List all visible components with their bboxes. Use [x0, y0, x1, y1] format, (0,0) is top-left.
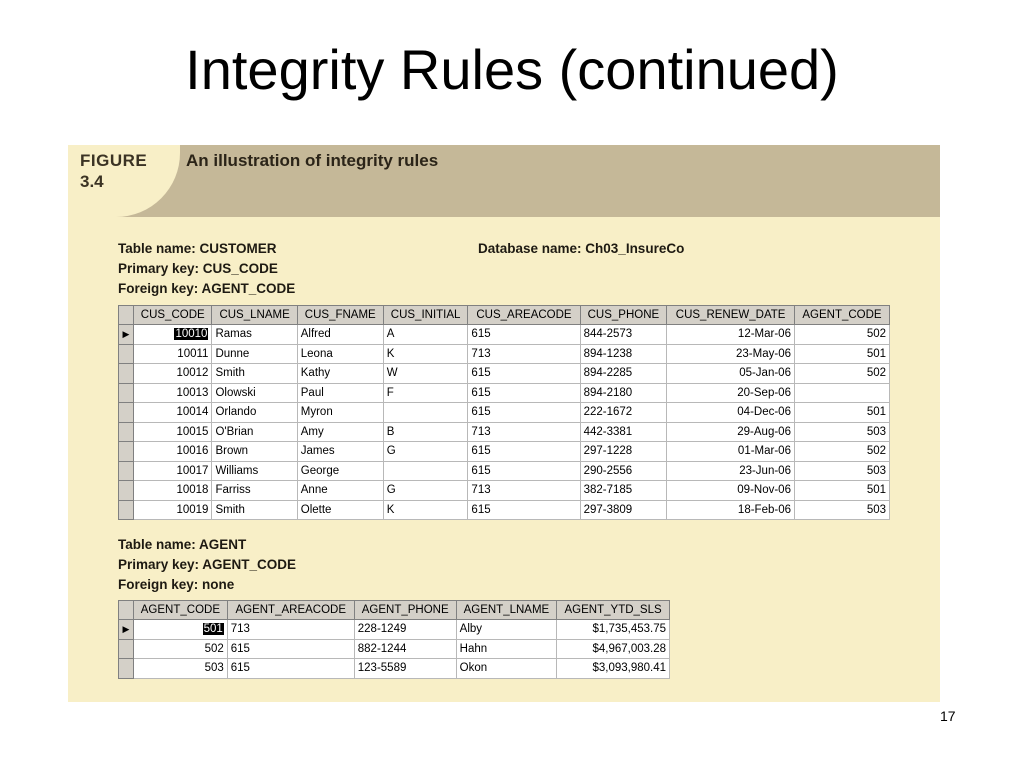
table-cell[interactable]: 503	[134, 659, 228, 679]
table-cell[interactable]: 222-1672	[580, 403, 667, 423]
table-cell[interactable]: 502	[134, 639, 228, 659]
row-selector[interactable]	[119, 500, 134, 520]
table-cell[interactable]: 10014	[134, 403, 212, 423]
table-row[interactable]	[119, 383, 890, 403]
table-cell[interactable]: Myron	[297, 403, 383, 423]
column-header-agent-phone[interactable]: AGENT_PHONE	[354, 601, 456, 620]
agent-table-meta	[118, 535, 296, 595]
table-cell[interactable]: 09-Nov-06	[667, 481, 795, 501]
table-row[interactable]	[119, 659, 670, 679]
page-number: 17	[940, 708, 956, 724]
column-header-cus-code[interactable]: CUS_CODE	[134, 306, 212, 325]
table-cell[interactable]: 501	[794, 403, 889, 423]
table-cell[interactable]: 615	[468, 500, 580, 520]
table-cell[interactable]: G	[383, 481, 468, 501]
table-cell[interactable]: 502	[794, 325, 889, 345]
customer-table-name: Table name: CUSTOMER	[118, 241, 277, 256]
table-cell[interactable]: 442-3381	[580, 422, 667, 442]
customer-table	[118, 305, 890, 520]
agent-table	[118, 600, 670, 679]
row-selector[interactable]	[119, 481, 134, 501]
table-cell[interactable]: Williams	[212, 461, 297, 481]
table-cell[interactable]: Orlando	[212, 403, 297, 423]
table-row[interactable]	[119, 344, 890, 364]
table-cell[interactable]: 18-Feb-06	[667, 500, 795, 520]
selected-cell-text: 501	[203, 623, 223, 636]
table-cell[interactable]: 503	[794, 500, 889, 520]
selected-cell-text: 10010	[175, 328, 208, 341]
table-cell[interactable]: 615	[468, 383, 580, 403]
table-cell[interactable]: 713	[468, 481, 580, 501]
agent-foreign-key: Foreign key: none	[118, 577, 235, 592]
figure-word: FIGURE	[80, 151, 148, 170]
table-cell[interactable]: W	[383, 364, 468, 384]
table-cell[interactable]: 615	[468, 442, 580, 462]
table-cell[interactable]: 10018	[134, 481, 212, 501]
row-selector[interactable]	[119, 325, 134, 345]
table-cell[interactable]: 10016	[134, 442, 212, 462]
table-row[interactable]	[119, 500, 890, 520]
slide-title: Integrity Rules (continued)	[185, 38, 839, 101]
table-cell[interactable]: 615	[468, 461, 580, 481]
table-cell[interactable]: 228-1249	[354, 620, 456, 640]
column-header-cus-renew-date[interactable]: CUS_RENEW_DATE	[667, 306, 795, 325]
table-cell[interactable]: 502	[794, 442, 889, 462]
column-header-cus-phone[interactable]: CUS_PHONE	[580, 306, 667, 325]
table-cell[interactable]: 713	[468, 344, 580, 364]
agent-header-row	[119, 601, 670, 620]
table-cell[interactable]: Brown	[212, 442, 297, 462]
table-cell[interactable]: James	[297, 442, 383, 462]
table-cell[interactable]: Leona	[297, 344, 383, 364]
customer-header-row	[119, 306, 890, 325]
column-header-agent-code[interactable]: AGENT_CODE	[134, 601, 228, 620]
table-cell[interactable]: 615	[227, 659, 354, 679]
table-row[interactable]	[119, 620, 670, 640]
table-cell[interactable]: 23-May-06	[667, 344, 795, 364]
table-cell[interactable]: 894-1238	[580, 344, 667, 364]
table-cell[interactable]: Ramas	[212, 325, 297, 345]
table-cell[interactable]	[134, 620, 228, 640]
table-cell[interactable]: George	[297, 461, 383, 481]
table-cell[interactable]: 01-Mar-06	[667, 442, 795, 462]
table-cell[interactable]: 10012	[134, 364, 212, 384]
customer-table-meta	[118, 239, 295, 299]
table-cell[interactable]: 501	[794, 344, 889, 364]
row-selector[interactable]	[119, 364, 134, 384]
current-row-arrow-icon: ▶	[122, 624, 130, 635]
customer-foreign-key: Foreign key: AGENT_CODE	[118, 281, 296, 296]
row-selector[interactable]	[119, 461, 134, 481]
table-cell[interactable]: Paul	[297, 383, 383, 403]
table-row[interactable]	[119, 422, 890, 442]
table-cell[interactable]: Alby	[456, 620, 557, 640]
table-cell[interactable]: Alfred	[297, 325, 383, 345]
row-selector[interactable]	[119, 383, 134, 403]
table-cell[interactable]: 894-2180	[580, 383, 667, 403]
column-header-cus-initial[interactable]: CUS_INITIAL	[383, 306, 468, 325]
table-cell[interactable]	[383, 403, 468, 423]
table-cell[interactable]: K	[383, 344, 468, 364]
table-cell[interactable]: 894-2285	[580, 364, 667, 384]
table-cell[interactable]: 382-7185	[580, 481, 667, 501]
table-cell[interactable]: 615	[468, 364, 580, 384]
figure-caption: An illustration of integrity rules	[186, 151, 439, 170]
table-cell[interactable]: 501	[794, 481, 889, 501]
column-header-cus-fname[interactable]: CUS_FNAME	[297, 306, 383, 325]
table-row[interactable]	[119, 639, 670, 659]
table-cell[interactable]: Olowski	[212, 383, 297, 403]
table-cell[interactable]: 844-2573	[580, 325, 667, 345]
table-cell[interactable]	[794, 383, 889, 403]
table-row[interactable]	[119, 461, 890, 481]
table-row[interactable]	[119, 403, 890, 423]
table-cell[interactable]: $4,967,003.28	[557, 639, 670, 659]
column-header-cus-lname[interactable]: CUS_LNAME	[212, 306, 297, 325]
table-cell[interactable]	[134, 325, 212, 345]
table-cell[interactable]: F	[383, 383, 468, 403]
row-selector[interactable]	[119, 639, 134, 659]
column-header-agent-code[interactable]: AGENT_CODE	[794, 306, 889, 325]
database-name: Database name: Ch03_InsureCo	[478, 241, 685, 256]
agent-table-name: Table name: AGENT	[118, 537, 247, 552]
corner-cell	[119, 601, 134, 620]
table-cell[interactable]: 615	[468, 403, 580, 423]
table-cell[interactable]: Hahn	[456, 639, 557, 659]
table-row[interactable]	[119, 442, 890, 462]
table-cell[interactable]: 615	[227, 639, 354, 659]
table-cell[interactable]: Dunne	[212, 344, 297, 364]
table-row[interactable]	[119, 325, 890, 345]
table-cell[interactable]: Kathy	[297, 364, 383, 384]
table-cell[interactable]: 297-3809	[580, 500, 667, 520]
column-header-cus-areacode[interactable]: CUS_AREACODE	[468, 306, 580, 325]
table-cell[interactable]: 713	[227, 620, 354, 640]
table-cell[interactable]: Amy	[297, 422, 383, 442]
table-cell[interactable]: 290-2556	[580, 461, 667, 481]
table-cell[interactable]: 503	[794, 461, 889, 481]
figure-number: 3.4	[80, 172, 104, 191]
table-cell[interactable]: B	[383, 422, 468, 442]
table-cell[interactable]: 123-5589	[354, 659, 456, 679]
customer-primary-key: Primary key: CUS_CODE	[118, 261, 278, 276]
figure-panel	[68, 145, 940, 702]
table-cell[interactable]: 503	[794, 422, 889, 442]
table-cell[interactable]: Anne	[297, 481, 383, 501]
table-cell[interactable]: Smith	[212, 500, 297, 520]
table-row[interactable]	[119, 364, 890, 384]
table-cell[interactable]: 10017	[134, 461, 212, 481]
table-cell[interactable]	[383, 461, 468, 481]
table-cell[interactable]: 615	[468, 325, 580, 345]
table-cell[interactable]: $3,093,980.41	[557, 659, 670, 679]
table-cell[interactable]: Okon	[456, 659, 557, 679]
table-cell[interactable]: 10015	[134, 422, 212, 442]
column-header-agent-ytd-sls[interactable]: AGENT_YTD_SLS	[557, 601, 670, 620]
current-row-arrow-icon: ▶	[122, 329, 130, 340]
table-cell[interactable]: Olette	[297, 500, 383, 520]
table-cell[interactable]: 20-Sep-06	[667, 383, 795, 403]
table-cell[interactable]: 05-Jan-06	[667, 364, 795, 384]
table-cell[interactable]: K	[383, 500, 468, 520]
table-cell[interactable]: O'Brian	[212, 422, 297, 442]
row-selector[interactable]	[119, 442, 134, 462]
table-cell[interactable]: 23-Jun-06	[667, 461, 795, 481]
table-cell[interactable]: 502	[794, 364, 889, 384]
table-cell[interactable]: 10011	[134, 344, 212, 364]
agent-primary-key: Primary key: AGENT_CODE	[118, 557, 297, 572]
row-selector[interactable]	[119, 344, 134, 364]
table-cell[interactable]: Smith	[212, 364, 297, 384]
table-cell[interactable]: 297-1228	[580, 442, 667, 462]
row-selector[interactable]	[119, 620, 134, 640]
table-cell[interactable]: 882-1244	[354, 639, 456, 659]
row-selector[interactable]	[119, 403, 134, 423]
row-selector[interactable]	[119, 659, 134, 679]
table-cell[interactable]: G	[383, 442, 468, 462]
table-cell[interactable]: 713	[468, 422, 580, 442]
table-cell[interactable]: 10013	[134, 383, 212, 403]
table-cell[interactable]: 04-Dec-06	[667, 403, 795, 423]
column-header-agent-lname[interactable]: AGENT_LNAME	[456, 601, 557, 620]
table-cell[interactable]: 29-Aug-06	[667, 422, 795, 442]
table-row[interactable]	[119, 481, 890, 501]
table-cell[interactable]: A	[383, 325, 468, 345]
table-cell[interactable]: Farriss	[212, 481, 297, 501]
corner-cell	[119, 306, 134, 325]
table-cell[interactable]: $1,735,453.75	[557, 620, 670, 640]
row-selector[interactable]	[119, 422, 134, 442]
column-header-agent-areacode[interactable]: AGENT_AREACODE	[227, 601, 354, 620]
table-cell[interactable]: 12-Mar-06	[667, 325, 795, 345]
table-cell[interactable]: 10019	[134, 500, 212, 520]
